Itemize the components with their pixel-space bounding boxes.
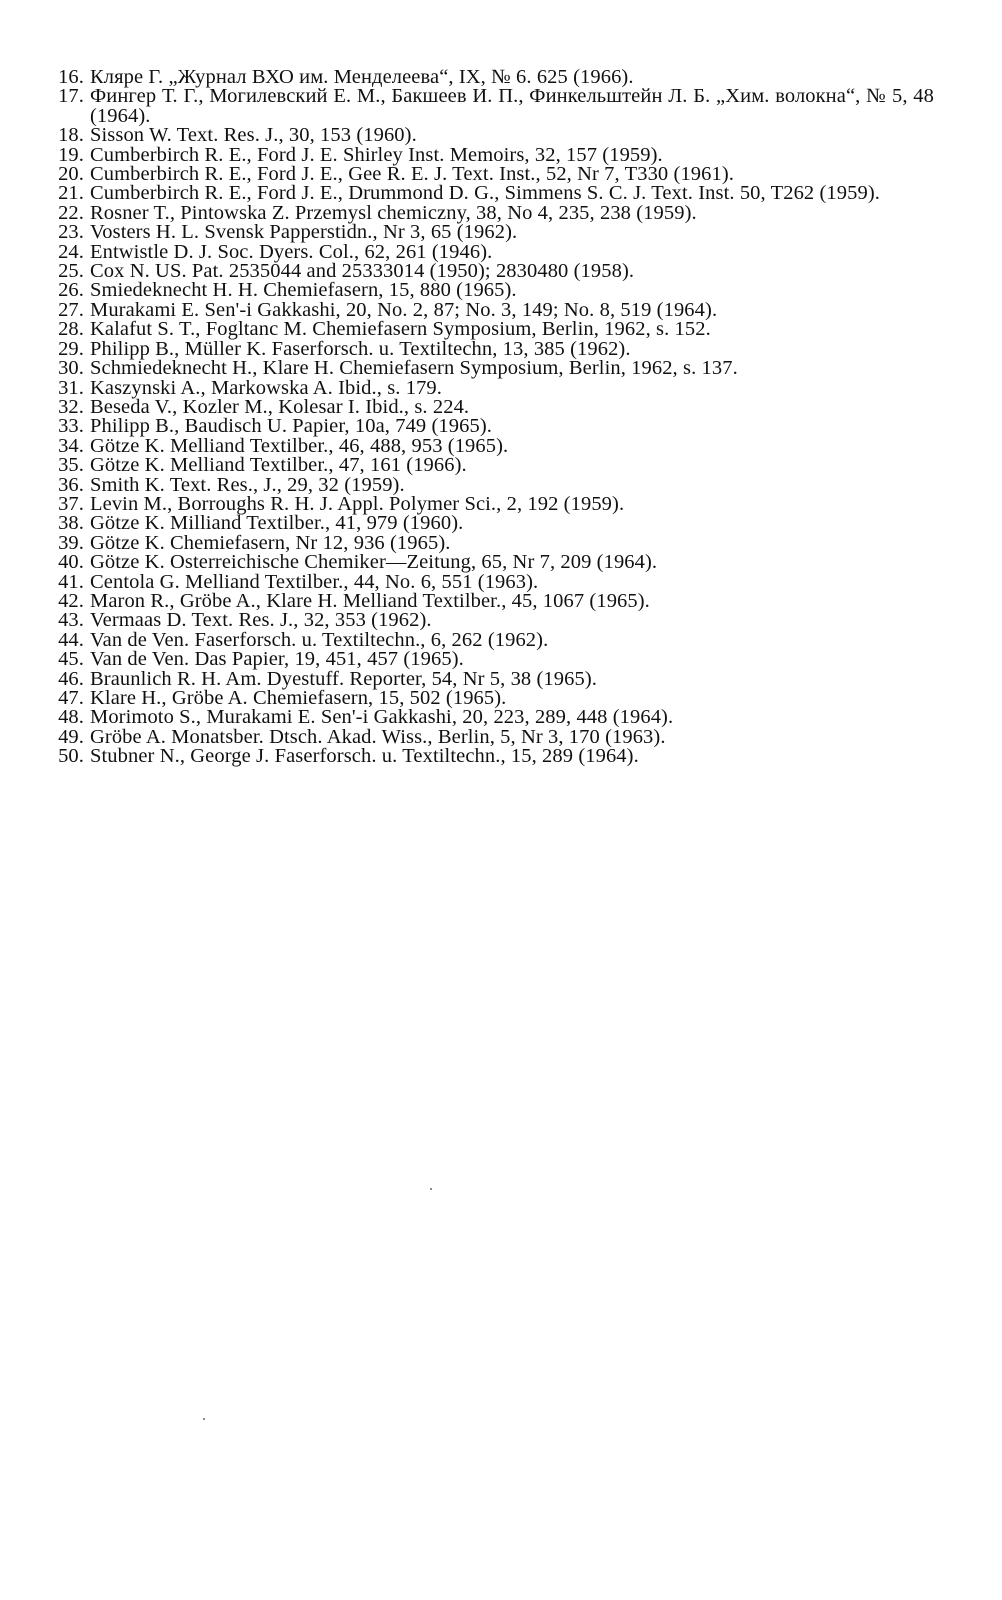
reference-text: Фингер Т. Г., Могилевский Е. М., Бакшеев И. П., Финкельштейн Л. Б. „Хим. волокна“, № 5, 48 (1964). <box>90 85 934 127</box>
reference-number: 26. <box>58 279 84 302</box>
reference-item <box>44 708 934 727</box>
reference-text: Kalafut S. T., Fogltanc M. Chemiefasern Symposium, Berlin, 1962, s. 152. <box>90 318 711 341</box>
reference-number: 41. <box>58 570 84 593</box>
reference-page <box>44 68 934 767</box>
reference-text: Stubner N., George J. Faserforsch. u. Textiltechn., 15, 289 (1964). <box>90 745 639 768</box>
reference-number: 38. <box>58 512 84 535</box>
reference-text: Levin M., Borroughs R. H. J. Appl. Polymer Sci., 2, 192 (1959). <box>90 492 625 515</box>
reference-text: Rosner T., Pintowska Z. Przemysl chemiczny, 38, No 4, 235, 238 (1959). <box>90 201 697 224</box>
reference-number: 48. <box>58 706 84 729</box>
reference-text: Götze K. Melliand Textilber., 47, 161 (1966). <box>90 454 467 477</box>
reference-item <box>44 747 934 766</box>
reference-text: Cumberbirch R. E., Ford J. E., Drummond D. G., Simmens S. C. J. Text. Inst. 50, T262 (1959). <box>90 182 880 205</box>
reference-number: 21. <box>58 182 84 205</box>
reference-text: Vermaas D. Text. Res. J., 32, 353 (1962). <box>90 609 432 632</box>
reference-item <box>44 184 934 203</box>
reference-text: Entwistle D. J. Soc. Dyers. Col., 62, 261 (1946). <box>90 240 493 263</box>
reference-number: 49. <box>58 725 84 748</box>
reference-text: Götze K. Milliand Textilber., 41, 979 (1960). <box>90 512 464 535</box>
reference-text: Philipp B., Baudisch U. Papier, 10a, 749 (1965). <box>90 415 492 438</box>
reference-number: 35. <box>58 454 84 477</box>
reference-item <box>44 281 934 300</box>
reference-item <box>44 359 934 378</box>
reference-number: 32. <box>58 395 84 418</box>
reference-number: 50. <box>58 745 84 768</box>
reference-number: 40. <box>58 551 84 574</box>
reference-item <box>44 417 934 436</box>
reference-text: Cumberbirch R. E., Ford J. E., Gee R. E. J. Text. Inst., 52, Nr 7, T330 (1961). <box>90 163 734 186</box>
reference-number: 36. <box>58 473 84 496</box>
reference-text: Van de Ven. Das Papier, 19, 451, 457 (1965). <box>90 648 464 671</box>
reference-item <box>44 126 934 145</box>
reference-number: 24. <box>58 240 84 263</box>
reference-number: 43. <box>58 609 84 632</box>
reference-number: 31. <box>58 376 84 399</box>
reference-item <box>44 456 934 475</box>
reference-number: 34. <box>58 434 84 457</box>
reference-number: 45. <box>58 648 84 671</box>
reference-item <box>44 514 934 533</box>
reference-number: 39. <box>58 531 84 554</box>
reference-text: Braunlich R. H. Am. Dyestuff. Reporter, 54, Nr 5, 38 (1965). <box>90 667 597 690</box>
reference-number: 18. <box>58 124 84 147</box>
reference-text: Cox N. US. Pat. 2535044 and 25333014 (1950); 2830480 (1958). <box>90 260 635 283</box>
reference-item <box>44 650 934 669</box>
reference-number: 42. <box>58 589 84 612</box>
reference-list <box>44 68 934 767</box>
reference-text: Kaszynski A., Markowska A. Ibid., s. 179. <box>90 376 443 399</box>
reference-text: Кляре Г. „Журнал ВХО им. Менделеева“, IX, № 6. 625 (1966). <box>90 66 634 88</box>
scan-speck <box>203 1418 205 1420</box>
reference-number: 27. <box>58 298 84 321</box>
scan-speck <box>430 1188 432 1190</box>
reference-number: 20. <box>58 163 84 186</box>
reference-text: Beseda V., Kozler M., Kolesar I. Ibid., s. 224. <box>90 395 470 418</box>
reference-number: 19. <box>58 143 84 166</box>
reference-text: Centola G. Melliand Textilber., 44, No. 6, 551 (1963). <box>90 570 539 593</box>
reference-item <box>44 553 934 572</box>
reference-number: 23. <box>58 221 84 244</box>
reference-text: Morimoto S., Murakami E. Sen'-i Gakkashi, 20, 223, 289, 448 (1964). <box>90 706 674 729</box>
reference-item <box>44 87 934 126</box>
reference-item <box>44 223 934 242</box>
reference-number: 30. <box>58 357 84 380</box>
reference-text: Smith K. Text. Res., J., 29, 32 (1959). <box>90 473 405 496</box>
reference-text: Sisson W. Text. Res. J., 30, 153 (1960). <box>90 124 417 147</box>
reference-text: Murakami E. Sen'-i Gakkashi, 20, No. 2, 87; No. 3, 149; No. 8, 519 (1964). <box>90 298 718 321</box>
reference-text: Götze K. Osterreichische Chemiker—Zeitung, 65, Nr 7, 209 (1964). <box>90 551 658 574</box>
reference-number: 29. <box>58 337 84 360</box>
reference-number: 28. <box>58 318 84 341</box>
reference-number: 46. <box>58 667 84 690</box>
reference-text: Smiedeknecht H. H. Chemiefasern, 15, 880 (1965). <box>90 279 517 302</box>
reference-text: Philipp B., Müller K. Faserforsch. u. Textiltechn, 13, 385 (1962). <box>90 337 631 360</box>
reference-text: Klare H., Gröbe A. Chemiefasern, 15, 502 (1965). <box>90 687 507 709</box>
reference-text: Schmiedeknecht H., Klare H. Chemiefasern Symposium, Berlin, 1962, s. 137. <box>90 357 738 380</box>
reference-number: 33. <box>58 415 84 438</box>
reference-number: 22. <box>58 201 84 224</box>
reference-text: Vosters H. L. Svensk Papperstidn., Nr 3, 65 (1962). <box>90 221 518 244</box>
reference-number: 44. <box>58 628 84 651</box>
reference-item <box>44 611 934 630</box>
reference-text: Götze K. Melliand Textilber., 46, 488, 953 (1965). <box>90 434 509 457</box>
reference-text: Maron R., Gröbe A., Klare H. Melliand Textilber., 45, 1067 (1965). <box>90 589 650 612</box>
reference-text: Cumberbirch R. E., Ford J. E. Shirley Inst. Memoirs, 32, 157 (1959). <box>90 143 663 166</box>
reference-number: 16. <box>58 66 84 88</box>
reference-number: 25. <box>58 260 84 283</box>
reference-item <box>44 376 934 399</box>
reference-item <box>44 320 934 339</box>
reference-number: 47. <box>58 687 84 709</box>
reference-number: 37. <box>58 492 84 515</box>
reference-number: 17. <box>58 85 84 108</box>
reference-text: Van de Ven. Faserforsch. u. Textiltechn., 6, 262 (1962). <box>90 628 549 651</box>
reference-text: Götze K. Chemiefasern, Nr 12, 936 (1965). <box>90 531 451 554</box>
reference-text: Gröbe A. Monatsber. Dtsch. Akad. Wiss., Berlin, 5, Nr 3, 170 (1963). <box>90 725 666 748</box>
